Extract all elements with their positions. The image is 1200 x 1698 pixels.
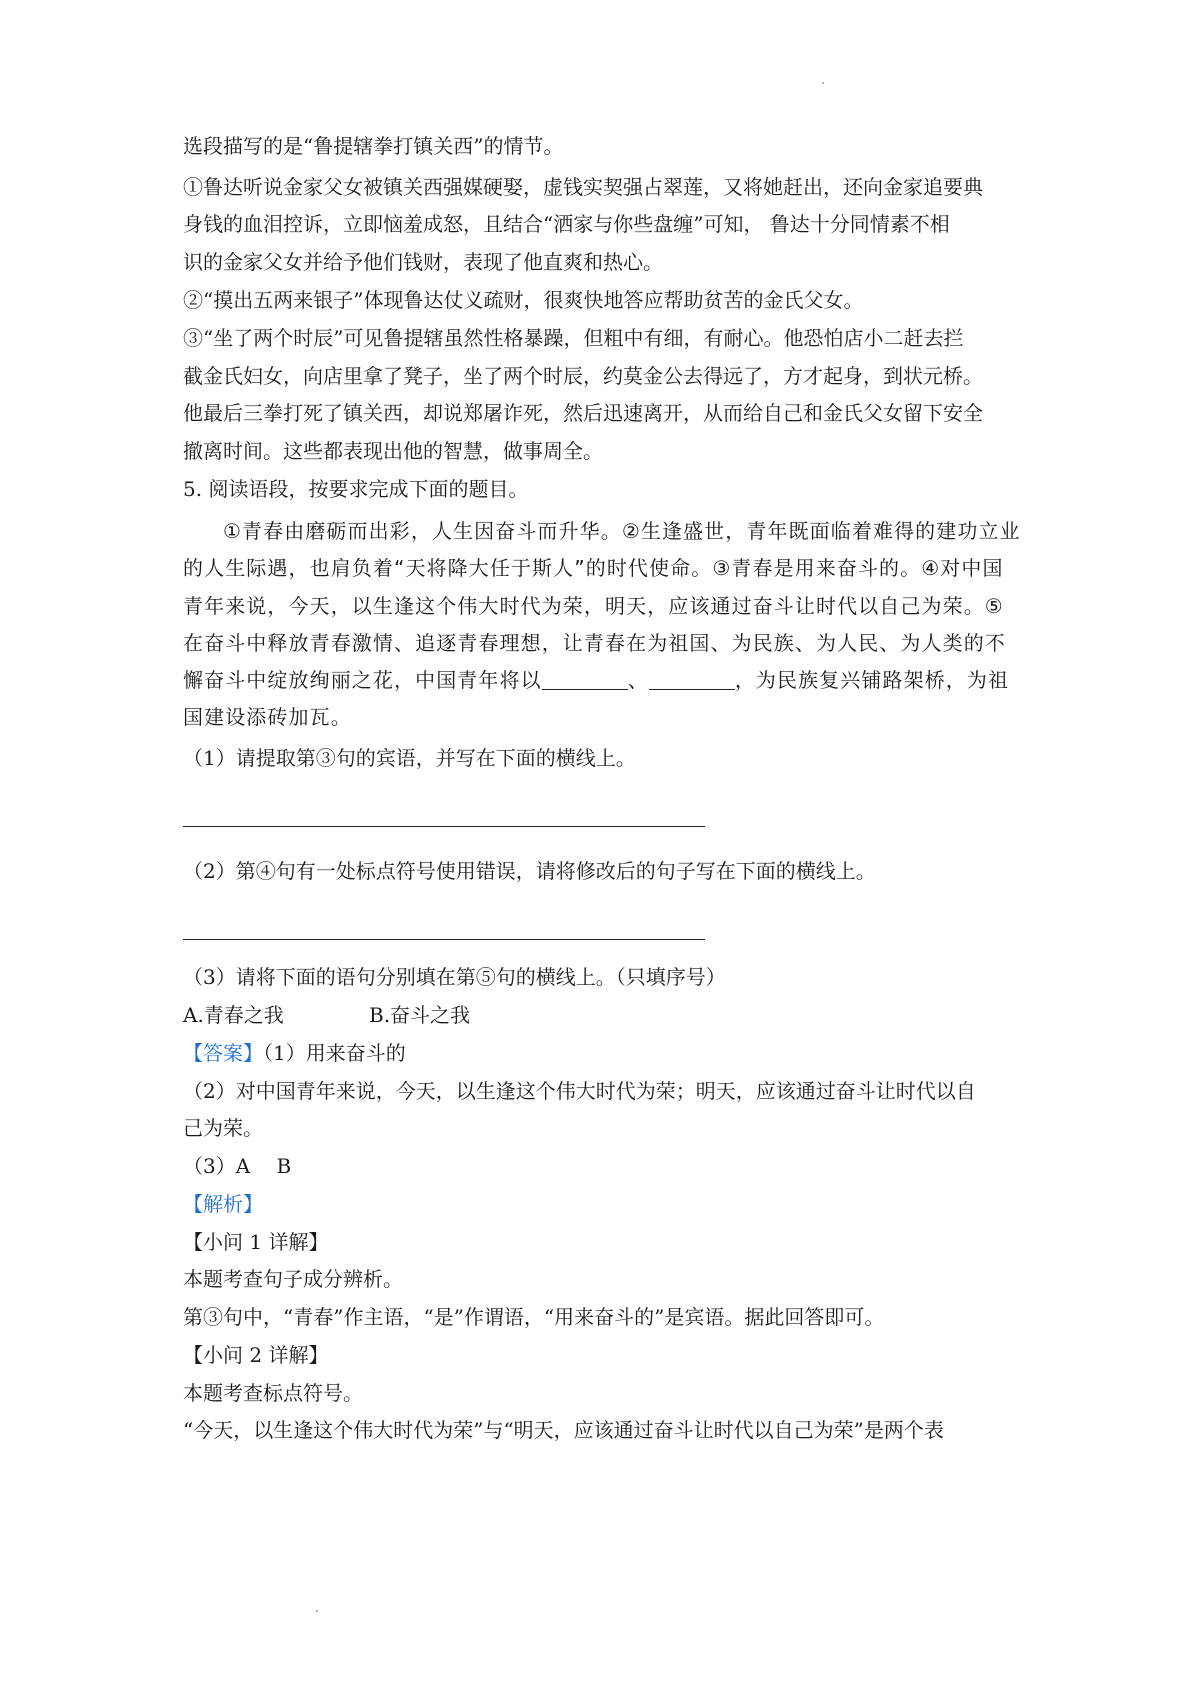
scan-dot — [822, 82, 824, 84]
question-1: （1）请提取第③句的宾语，并写在下面的横线上。 — [183, 746, 636, 770]
fill-blank-1[interactable] — [542, 667, 628, 690]
text-line: 截金氏妇女，向店里拿了凳子，坐了两个时辰，约莫金公去得远了，方才起身，到状元桥。 — [183, 364, 983, 388]
analysis-text: 本题考查句子成分辨析。 — [183, 1267, 403, 1291]
sub-question-heading: 【小问 2 详解】 — [183, 1343, 329, 1367]
text-line: 识的金家父女并给予他们钱财，表现了他直爽和热心。 — [183, 250, 663, 274]
passage-separator: 、 — [627, 668, 649, 693]
text-line: ③“坐了两个时辰”可见鲁提辖虽然性格暴躁，但粗中有细，有耐心。他恐怕店小二赶去拦 — [183, 326, 964, 350]
option-row — [183, 999, 1023, 1031]
question-3: （3）请将下面的语句分别填在第⑤句的横线上。（只填序号） — [183, 965, 726, 989]
passage-text: ，为民族复兴铺路架桥，为祖国建设添砖加瓦。 — [183, 668, 1010, 730]
text-line: 身钱的血泪控诉，立即恼羞成怒，且结合“洒家与你些盘缠”可知， 鲁达十分同情素不相 — [183, 212, 950, 236]
answer-1-row — [183, 1037, 1023, 1069]
text-line: ①鲁达听说金家父女被镇关西强媒硬娶，虚钱实契强占翠莲，又将她赶出，还向金家追要典 — [183, 175, 983, 199]
answer-line-2[interactable] — [183, 939, 705, 940]
question-heading: 5. 阅读语段，按要求完成下面的题目。 — [183, 477, 529, 501]
option-a: A.青春之我 — [183, 1003, 284, 1027]
fill-blank-2[interactable] — [649, 667, 735, 690]
answer-tag: 【答案】 — [183, 1041, 263, 1065]
answer-3: （3）A B — [183, 1154, 292, 1178]
option-b: B.奋斗之我 — [369, 1003, 471, 1027]
reading-passage — [183, 513, 1023, 737]
analysis-text: 第③句中，“青春”作主语，“是”作谓语，“用来奋斗的”是宾语。据此回答即可。 — [183, 1305, 885, 1329]
text-line: 撤离时间。这些都表现出他的智慧，做事周全。 — [183, 439, 603, 463]
scan-dot — [316, 1610, 318, 1612]
answer-2-line: 己为荣。 — [183, 1116, 263, 1140]
text-line: ②“摸出五两来银子”体现鲁达仗义疏财，很爽快地答应帮助贫苦的金氏父女。 — [183, 288, 864, 312]
sub-question-heading: 【小问 1 详解】 — [183, 1230, 329, 1254]
text-line: 选段描写的是“鲁提辖拳打镇关西”的情节。 — [183, 134, 564, 158]
passage-text: ①青春由磨砺而出彩，人生因奋斗而升华。②生逢盛世，青年既面临着难得的建功立业的人生际遇，也肩负着“天将降大任于斯人”的时代使命。③青春是用来奋斗的。④对中国青年来说，今天，以生逢这个伟大时代为荣，明天，应该通过奋斗让时代以自己为荣。⑤在奋斗中释放青春激情、追逐青春理想，让青春在为祖国、为民族、为人民、为人类的不懈奋斗中绽放绚丽之花，中国青年将以 — [183, 519, 1021, 693]
answer-1: （1）用来奋斗的 — [263, 1041, 406, 1065]
answer-2-line: （2）对中国青年来说，今天，以生逢这个伟大时代为荣；明天，应该通过奋斗让时代以自 — [183, 1079, 976, 1103]
analysis-text: 本题考查标点符号。 — [183, 1381, 363, 1405]
analysis-tag: 【解析】 — [183, 1192, 263, 1216]
text-line: 他最后三拳打死了镇关西，却说郑屠诈死，然后迅速离开，从而给自己和金氏父女留下安全 — [183, 401, 983, 425]
analysis-text: “今天，以生逢这个伟大时代为荣”与“明天，应该通过奋斗让时代以自己为荣”是两个表 — [183, 1418, 944, 1442]
question-2: （2）第④句有一处标点符号使用错误，请将修改后的句子写在下面的横线上。 — [183, 859, 876, 883]
answer-line-1[interactable] — [183, 826, 705, 827]
